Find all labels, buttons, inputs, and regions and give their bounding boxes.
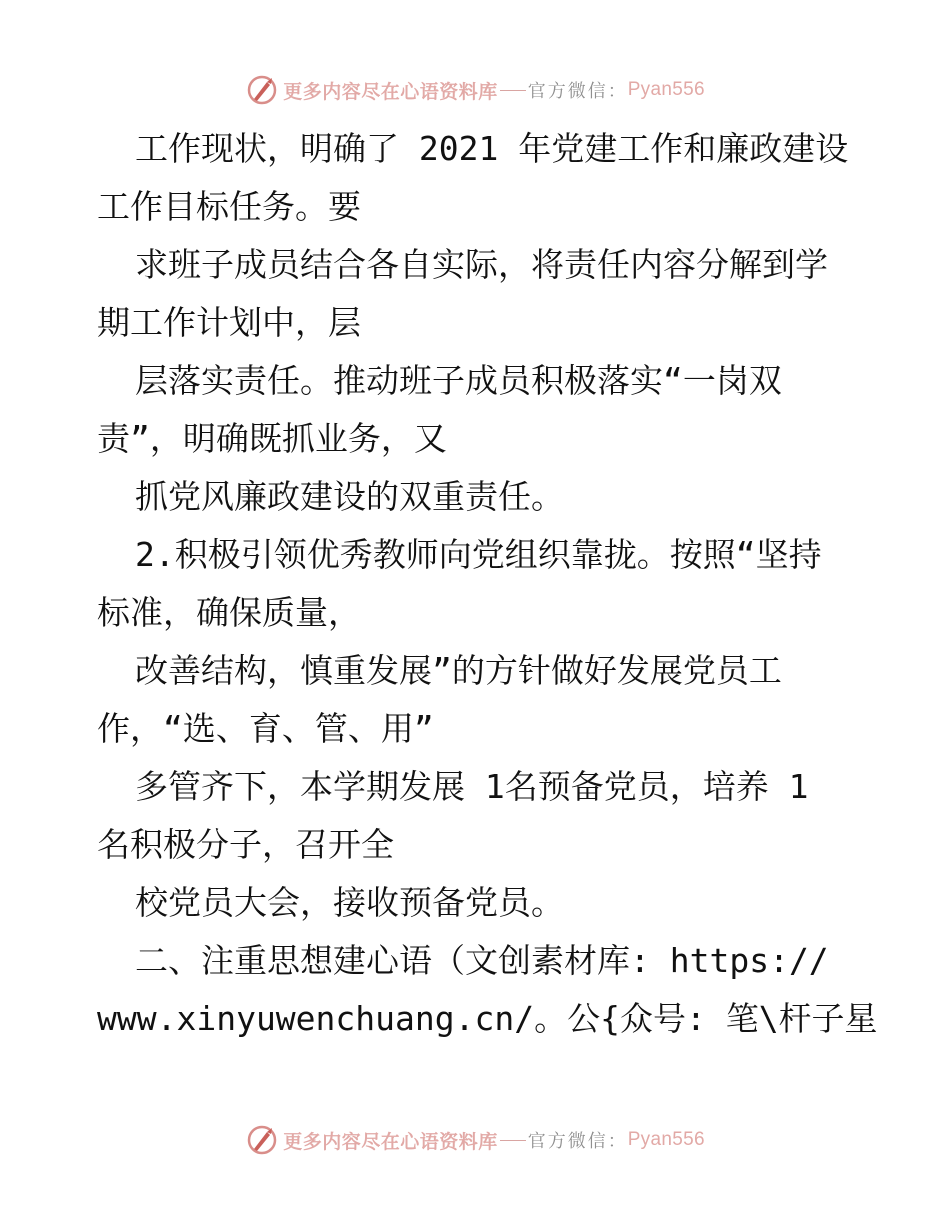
watermark-brand: 更多内容尽在心语资料库 [283,1130,498,1153]
watermark-separator [500,90,526,91]
body-text [97,120,878,1048]
footer-watermark [0,1120,950,1160]
header-watermark [0,70,950,110]
body-line: 抓党风廉政建设的双重责任。 [135,477,564,516]
body-line: 2.积极引领优秀教师向党组织靠拢。按照“坚持 [135,535,822,574]
watermark-separator [500,1140,526,1141]
body-line: 求班子成员结合各自实际，将责任内容分解到学 [135,245,828,284]
body-line: 改善结构，慎重发展”的方针做好发展党员工 [135,651,782,690]
body-line: 期工作计划中，层 [97,303,361,342]
watermark-wechat-id: Pyan556 [627,79,705,100]
body-line: 工作目标任务。要 [97,187,361,226]
quill-circle-icon [245,1123,279,1157]
body-line: 责”，明确既抓业务，又 [97,419,447,458]
watermark-wechat-id: Pyan556 [627,1129,705,1150]
body-line: 作，“选、育、管、用” [97,709,434,748]
body-line: 层落实责任。推动班子成员积极落实“一岗双 [135,361,782,400]
body-line: 标准，确保质量， [97,593,361,632]
body-line: 名积极分子，召开全 [97,825,394,864]
body-line: 二、注重思想建心语（文创素材库: https:// [135,941,829,980]
body-line: 校党员大会，接收预备党员。 [135,883,564,922]
body-line: www.xinyuwenchuang.cn/。公{众号: 笔\杆子星 [97,999,878,1038]
watermark-official-label: 官方微信： [527,81,628,102]
quill-circle-icon [245,73,279,107]
body-line: 工作现状，明确了 2021 年党建工作和廉政建设 [135,129,849,168]
watermark-official-label: 官方微信： [527,1131,628,1152]
watermark-brand: 更多内容尽在心语资料库 [283,80,498,103]
body-line: 多管齐下，本学期发展 1名预备党员，培养 1 [135,767,809,806]
